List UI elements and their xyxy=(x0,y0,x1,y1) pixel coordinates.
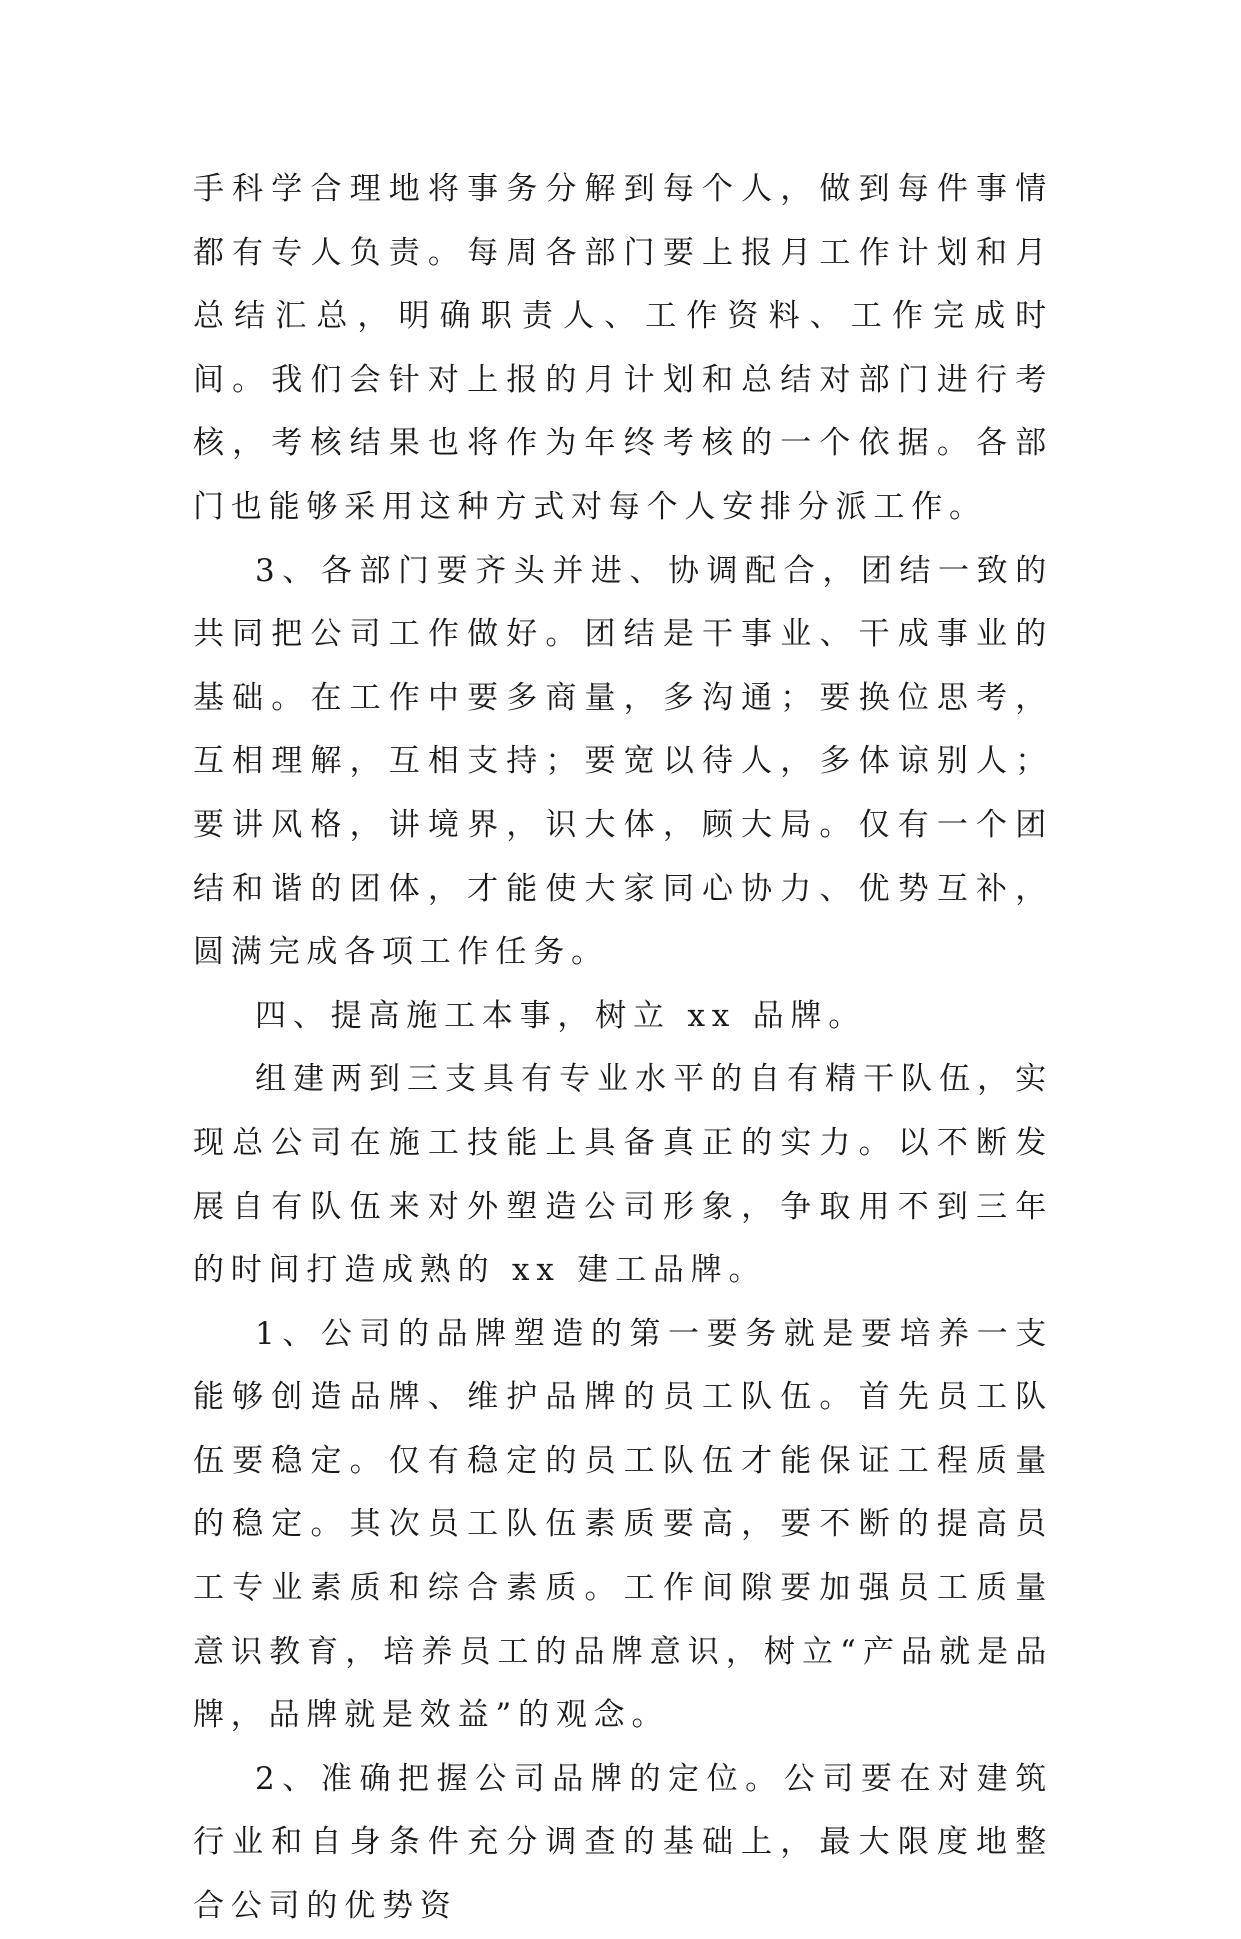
paragraph-section-4-intro: 组建两到三支具有专业水平的自有精干队伍，实现总公司在施工技能上具备真正的实力。以不断发展自有队伍来对外塑造公司形象，争取用不到三年的时间打造成熟的 xx 建工品牌。 xyxy=(193,1061,1053,1289)
paragraph-item-2: 2、准确把握公司品牌的定位。公司要在对建筑行业和自身条件充分调查的基础上，最大限度地整合公司的优势资 xyxy=(193,1760,1053,1925)
paragraph-item-1: 1、公司的品牌塑造的第一要务就是要培养一支能够创造品牌、维护品牌的员工队伍。首先员工队伍要稳定。仅有稳定的员工队伍才能保证工程质量的稳定。其次员工队伍素质要高，要不断的提高员工专业素质和综合素质。工作间隙要加强员工质量意识教育，培养员工的品牌意识，树立“产品就是品牌，品牌就是效益”的观念。 xyxy=(193,1315,1053,1734)
section-heading-4: 四、提高施工本事，树立 xx 品牌。 xyxy=(255,997,867,1034)
document-body xyxy=(193,158,1053,1939)
paragraph-item-3: 3、各部门要齐头并进、协调配合，团结一致的共同把公司工作做好。团结是干事业、干成事业的基础。在工作中要多商量，多沟通；要换位思考，互相理解，互相支持；要宽以待人，多体谅别人；要讲风格，讲境界，识大体，顾大局。仅有一个团结和谐的团体，才能使大家同心协力、优势互补，圆满完成各项工作任务。 xyxy=(193,552,1053,971)
paragraph-continuation: 手科学合理地将事务分解到每个人，做到每件事情都有专人负责。每周各部门要上报月工作计划和月总结汇总，明确职责人、工作资料、工作完成时间。我们会针对上报的月计划和总结对部门进行考核，考核结果也将作为年终考核的一个依据。各部门也能够采用这种方式对每个人安排分派工作。 xyxy=(193,171,1053,525)
